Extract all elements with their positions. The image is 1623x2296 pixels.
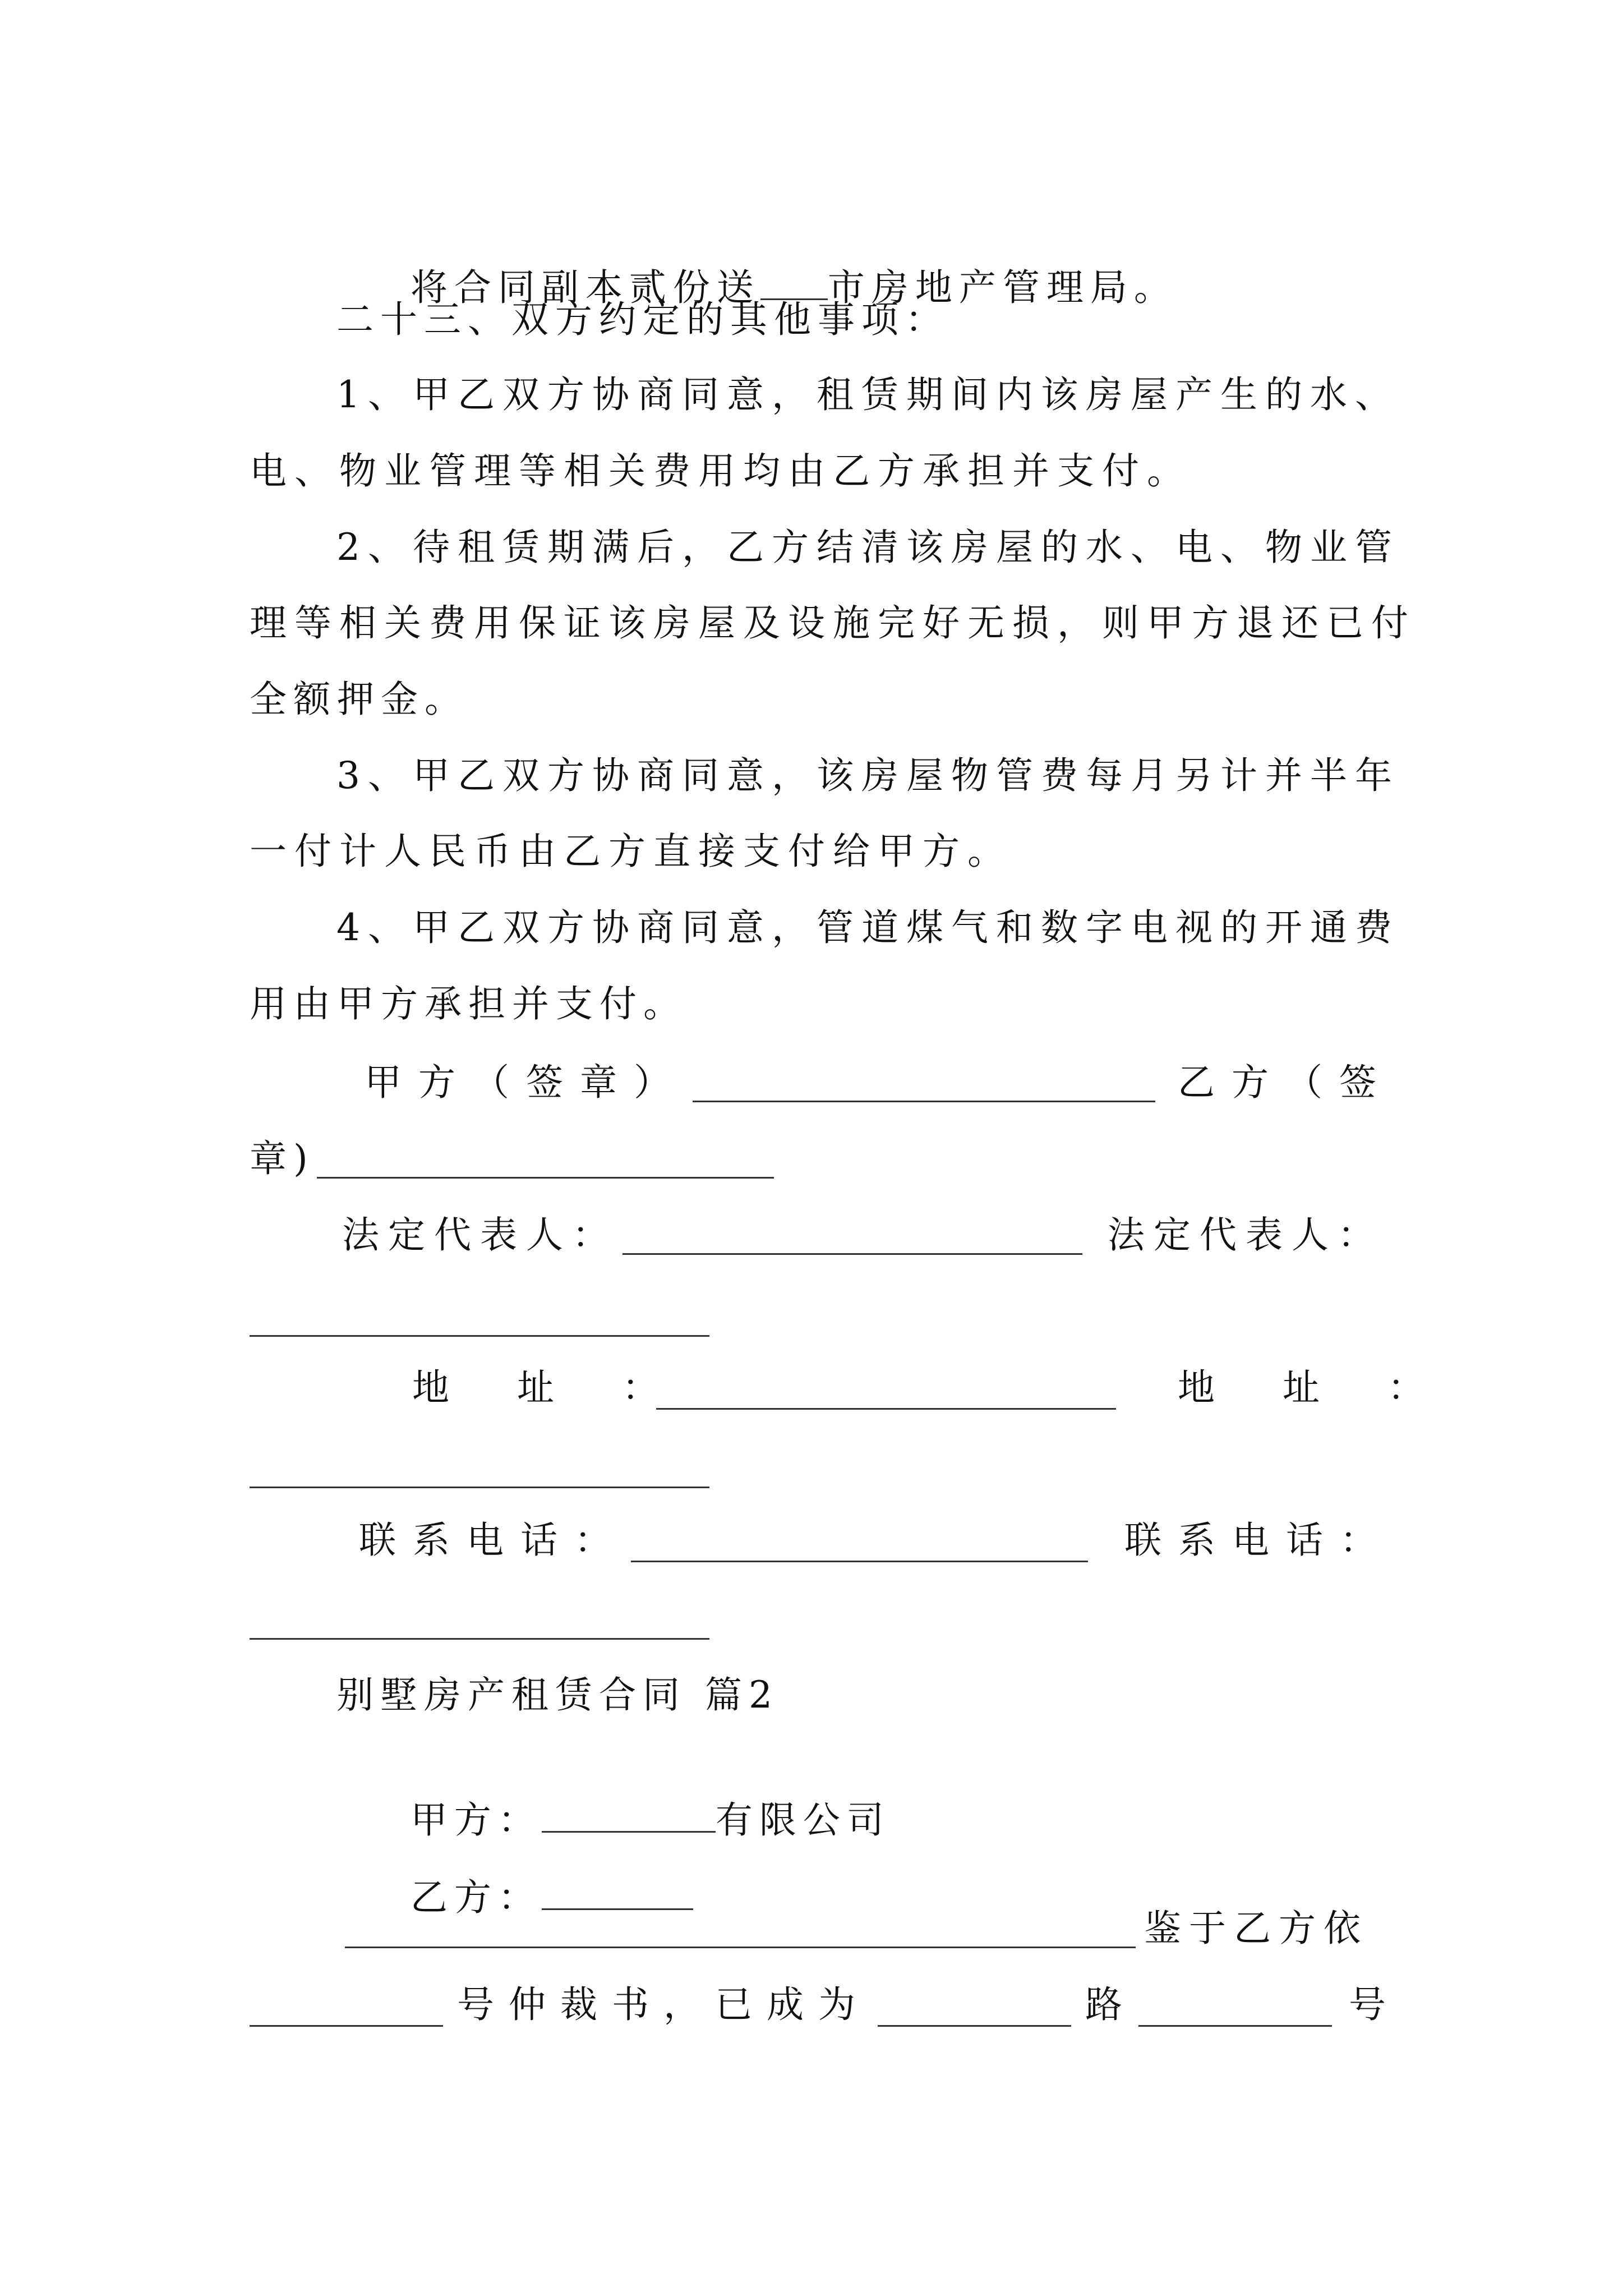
blank-line [542, 1875, 693, 1910]
text: 有限公司 [715, 1798, 891, 1842]
clause-2-line-1: 2、待租赁期满后，乙方结清该房屋的水、电、物业管 [336, 526, 1400, 569]
num-text: 号 [1349, 1983, 1393, 2026]
phone-a-label: 联系电话： [359, 1519, 628, 1562]
legal-rep-b-blank [250, 1335, 709, 1337]
whereas-text: 鉴于乙方依 [1144, 1907, 1368, 1950]
party-a-sign-blank [693, 1101, 1155, 1102]
blank-line [760, 265, 828, 300]
arb-blank-2 [878, 2025, 1071, 2027]
road-text: 路 [1085, 1983, 1129, 2026]
phone-b-label: 联系电话： [1124, 1519, 1394, 1562]
arb-blank-3 [1138, 2025, 1332, 2027]
section-23-heading: 二十三、双方约定的其他事项： [336, 298, 949, 341]
section-2-title: 别墅房产租赁合同 篇2 [336, 1673, 779, 1717]
whereas-blank [345, 1947, 1136, 1948]
text: 将合同副本贰份送 [410, 266, 760, 309]
legal-rep-b-label: 法定代表人： [1108, 1213, 1384, 1257]
clause-2-line-2: 理等相关费用保证该房屋及设施完好无损，则甲方退还已付 [250, 601, 1416, 645]
clause-1-line-1: 1、甲乙双方协商同意，租赁期间内该房屋产生的水、 [336, 373, 1400, 416]
phone-b-blank [250, 1638, 709, 1640]
address-a-label: 地 址 ： [412, 1366, 687, 1409]
legal-rep-a-label: 法定代表人： [342, 1213, 618, 1257]
phone-a-blank [631, 1561, 1088, 1562]
legal-rep-a-blank [623, 1253, 1082, 1255]
section-2-party-b [336, 1830, 693, 1965]
party-a-sign-label: 甲方（签章） [365, 1061, 688, 1104]
clause-3-line-1: 3、甲乙双方协商同意，该房屋物管费每月另计并半年 [336, 754, 1400, 797]
address-a-blank [656, 1408, 1116, 1410]
blank-line [542, 1797, 716, 1833]
party-b-sign-label: 乙方（签 [1178, 1061, 1393, 1104]
clause-4-line-2: 用由甲方承担并支付。 [250, 982, 687, 1025]
clause-4-line-1: 4、甲乙双方协商同意，管道煤气和数字电视的开通费 [336, 906, 1400, 949]
party-b-sign-blank [317, 1177, 774, 1179]
text: 甲方： [410, 1798, 542, 1842]
arb-text: 号仲裁书，已成为 [457, 1983, 870, 2026]
party-b-sign-label-end: 章) [250, 1137, 315, 1180]
address-b-blank [250, 1487, 709, 1488]
arb-blank-1 [250, 2025, 443, 2027]
clause-3-line-2: 一付计人民币由乙方直接支付给甲方。 [250, 830, 1012, 873]
address-b-label: 地 址 ： [1178, 1366, 1453, 1409]
clause-2-line-3: 全额押金。 [250, 678, 468, 721]
text: 市房地产管理局。 [827, 266, 1178, 309]
clause-1-line-2: 电、物业管理等相关费用均由乙方承担并支付。 [250, 449, 1192, 493]
text: 乙方： [410, 1876, 542, 1919]
